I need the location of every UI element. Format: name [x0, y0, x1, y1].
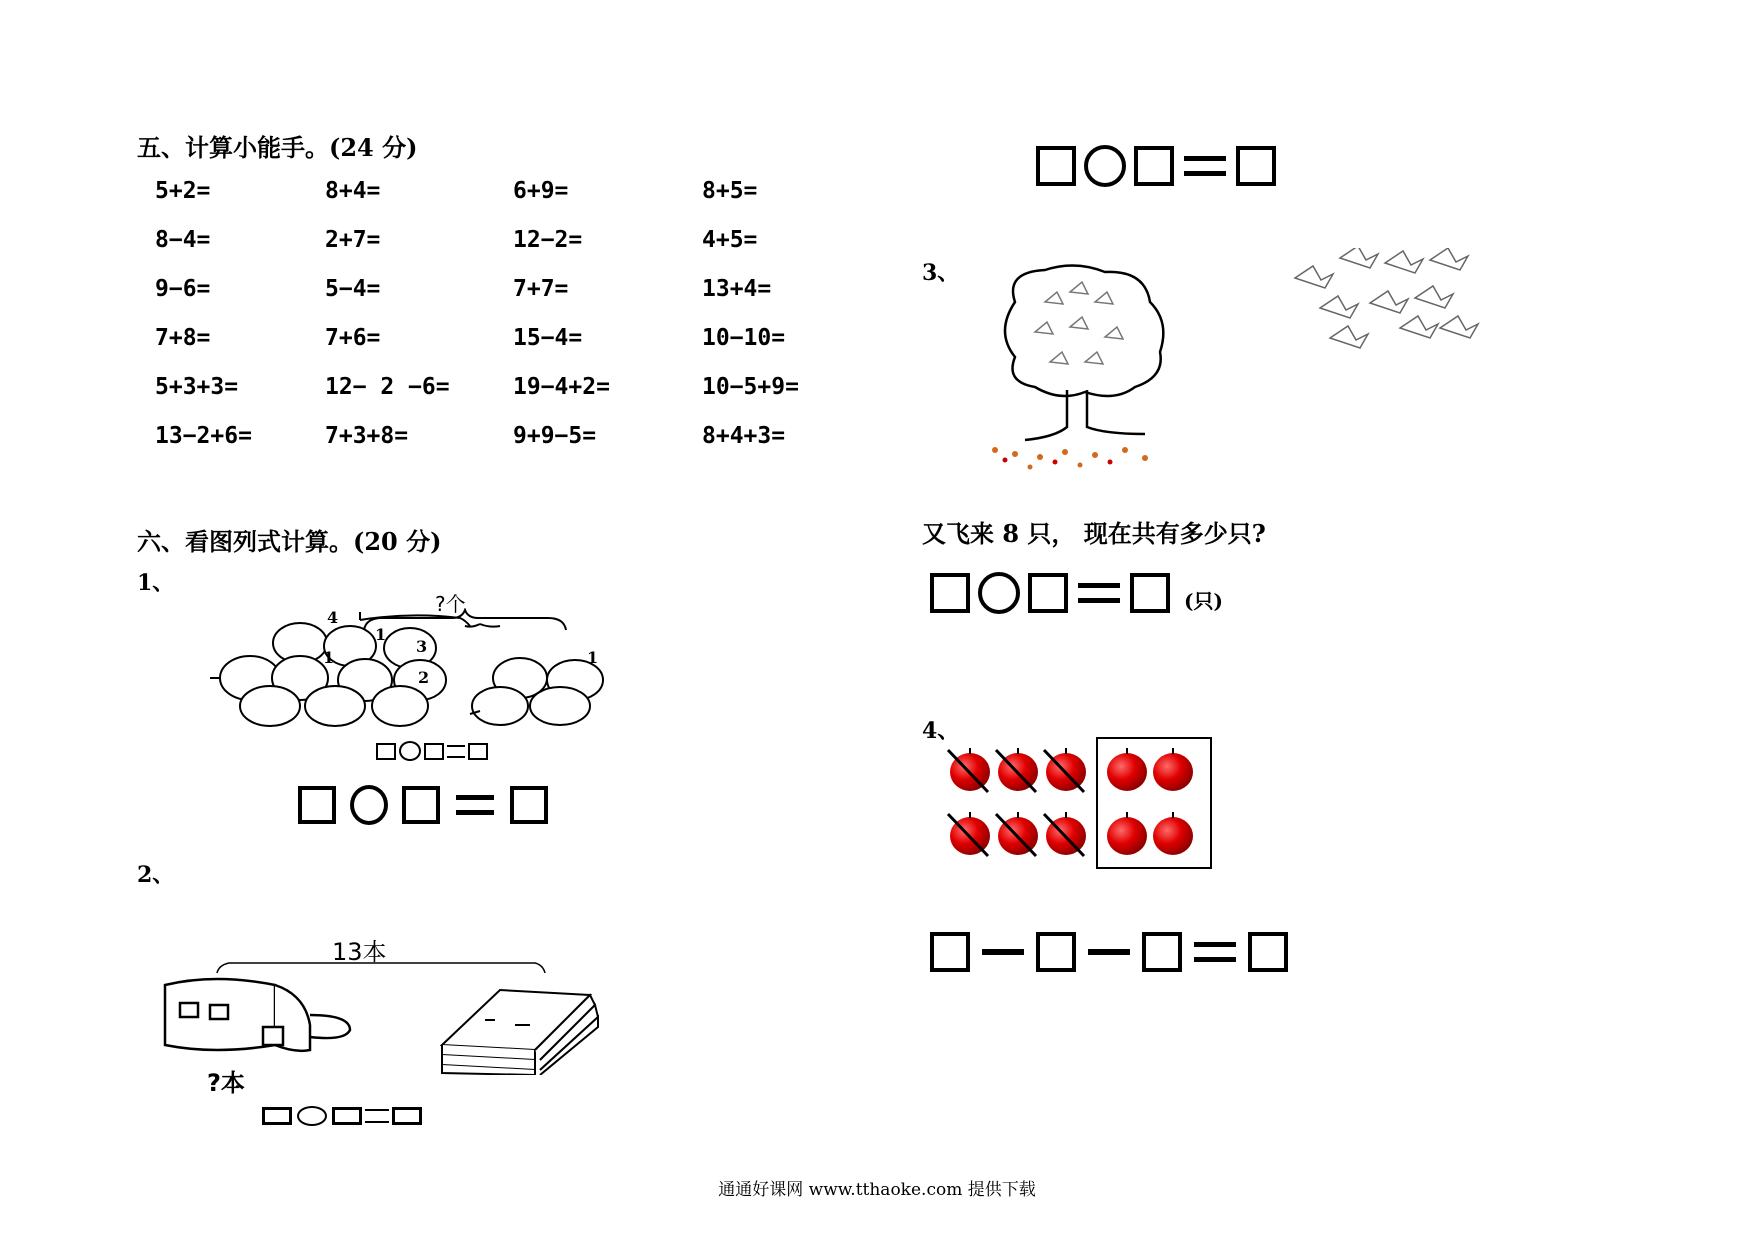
calc-problem: 7+3+8= — [325, 423, 409, 449]
equals-sign — [1184, 156, 1226, 176]
apple-number: 3 — [416, 637, 428, 656]
equation-template-subtraction — [930, 932, 1288, 972]
tree-with-birds-illustration — [975, 262, 1195, 477]
calc-problem: 12−2= — [513, 227, 583, 253]
section5-title: 五、计算小能手。(24 分) — [137, 133, 418, 162]
question-4-number: 4、 — [922, 718, 960, 744]
calc-problem: 10−10= — [702, 325, 786, 351]
unit-label: (只) — [1184, 589, 1223, 613]
operator-circle[interactable] — [978, 572, 1020, 614]
calc-problem: 19−4+2= — [513, 374, 610, 400]
calc-problem: 7+8= — [155, 325, 211, 351]
calc-problem: 5−4= — [325, 276, 381, 302]
apple-number: 2 — [418, 668, 430, 687]
question-3-number: 3、 — [922, 260, 960, 286]
answer-box[interactable] — [392, 1107, 422, 1125]
answer-box[interactable] — [1236, 146, 1276, 186]
answer-box[interactable] — [930, 573, 970, 613]
calc-problem: 8+4= — [325, 178, 381, 204]
answer-box[interactable] — [402, 786, 440, 824]
calc-problem: 13+4= — [702, 276, 772, 302]
calc-problem: 6+9= — [513, 178, 569, 204]
operator-circle[interactable] — [399, 741, 421, 761]
equation-template-small — [376, 741, 488, 761]
apple-number: 1 — [587, 648, 599, 667]
equals-sign — [456, 795, 494, 815]
answer-box[interactable] — [1036, 932, 1076, 972]
footer-text: 通通好课网 www.tthaoke.com 提供下载 — [718, 1180, 1036, 1200]
books-stack-icon — [440, 985, 610, 1075]
answer-box[interactable] — [424, 743, 444, 760]
question-2-number: 2、 — [137, 862, 175, 888]
equation-template-small — [262, 1106, 422, 1126]
calc-problem: 13−2+6= — [155, 423, 252, 449]
schoolbag-icon — [155, 975, 355, 1067]
calc-problem: 8+4+3= — [702, 423, 786, 449]
brace-icon — [215, 955, 547, 975]
equals-sign — [1194, 942, 1236, 962]
calc-problem: 8+5= — [702, 178, 758, 204]
brace-icon — [362, 608, 568, 632]
minus-sign — [982, 949, 1024, 955]
answer-box[interactable] — [1142, 932, 1182, 972]
answer-box[interactable] — [262, 1107, 292, 1125]
equals-sign — [365, 1109, 389, 1123]
calc-problem: 9+9−5= — [513, 423, 597, 449]
calc-problem: 5+2= — [155, 178, 211, 204]
minus-sign — [1088, 949, 1130, 955]
equation-template — [1036, 145, 1276, 187]
operator-circle[interactable] — [297, 1106, 327, 1126]
calc-problem: 7+7= — [513, 276, 569, 302]
answer-box[interactable] — [510, 786, 548, 824]
calc-problem: 10−5+9= — [702, 374, 799, 400]
answer-box[interactable] — [1248, 932, 1288, 972]
calc-problem: 9−6= — [155, 276, 211, 302]
operator-circle[interactable] — [1084, 145, 1126, 187]
calc-problem: 7+6= — [325, 325, 381, 351]
operator-circle[interactable] — [350, 785, 388, 825]
apple-number: 1 — [323, 648, 335, 667]
question-3-text: 又飞来 8 只， 现在共有多少只? — [922, 519, 1266, 548]
question-1-label: ?个 — [435, 592, 466, 616]
answer-box[interactable] — [1036, 146, 1076, 186]
total-books-label: 13本 — [332, 938, 387, 966]
calc-problem: 4+5= — [702, 227, 758, 253]
calc-problem: 5+3+3= — [155, 374, 239, 400]
calc-problem: 15−4= — [513, 325, 583, 351]
apple-number: 4 — [327, 608, 339, 627]
answer-box[interactable] — [1130, 573, 1170, 613]
answer-box[interactable] — [930, 932, 970, 972]
answer-box[interactable] — [1028, 573, 1068, 613]
equation-template — [930, 571, 1223, 614]
answer-box[interactable] — [468, 743, 488, 760]
answer-box[interactable] — [376, 743, 396, 760]
question-books-label: ?本 — [207, 1069, 245, 1097]
birds-flock-illustration — [1290, 248, 1490, 363]
equals-sign — [447, 745, 465, 758]
calc-problem: 2+7= — [325, 227, 381, 253]
answer-box[interactable] — [332, 1107, 362, 1125]
red-apples-illustration — [940, 736, 1220, 874]
section6-title: 六、看图列式计算。(20 分) — [137, 527, 442, 556]
answer-box[interactable] — [298, 786, 336, 824]
answer-box[interactable] — [1134, 146, 1174, 186]
apple-number: 1 — [375, 625, 387, 644]
calc-problem: 8−4= — [155, 227, 211, 253]
calc-problem: 12− 2 −6= — [325, 374, 450, 400]
equals-sign — [1078, 583, 1120, 603]
question-1-number: 1、 — [137, 570, 175, 596]
equation-template — [298, 785, 548, 825]
